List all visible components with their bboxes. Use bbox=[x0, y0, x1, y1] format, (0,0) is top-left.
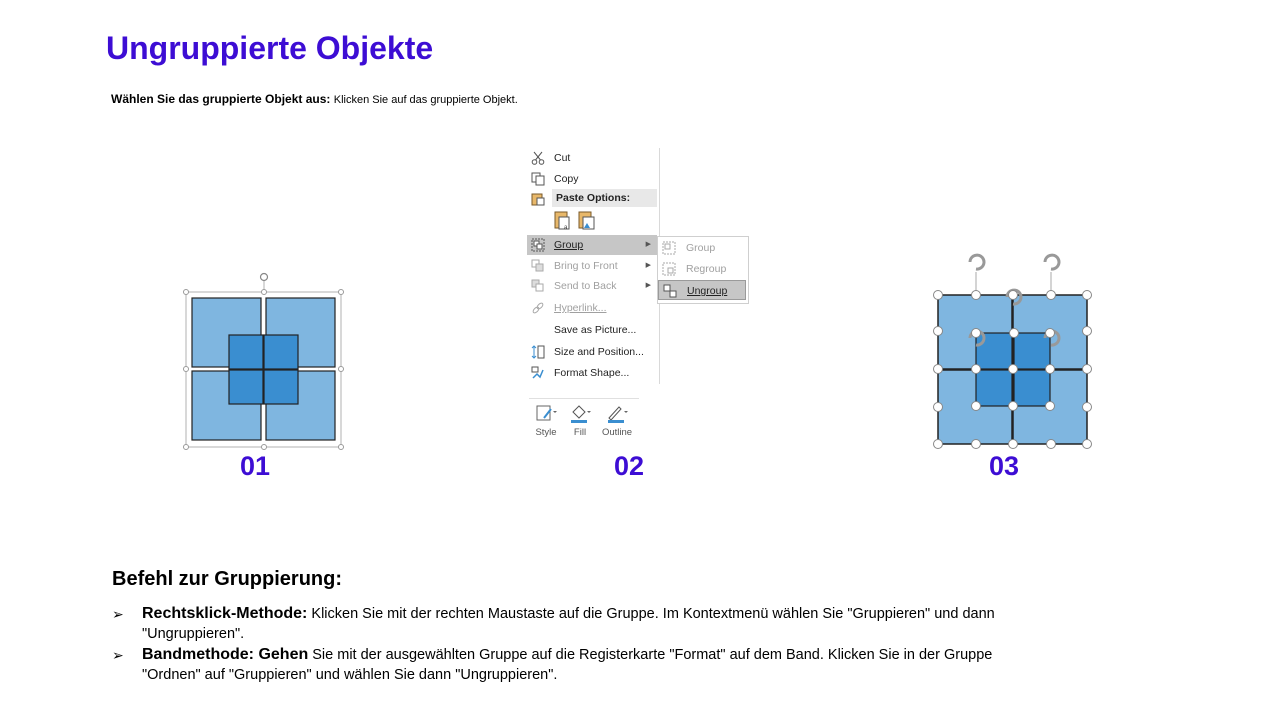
context-menu bbox=[527, 148, 660, 384]
svg-text:a: a bbox=[564, 225, 568, 231]
shape-style-icon bbox=[534, 403, 558, 425]
clipboard-icon bbox=[531, 192, 545, 206]
format-shape-icon bbox=[531, 366, 545, 380]
submenu-item-ungroup[interactable] bbox=[658, 280, 746, 300]
step-number-1: 01 bbox=[240, 451, 271, 481]
mini-toolbar bbox=[529, 398, 639, 444]
submenu-item-regroup[interactable] bbox=[658, 259, 746, 279]
menu-item-format-shape-label: Format Shape... bbox=[554, 367, 630, 379]
copy-icon bbox=[531, 172, 545, 186]
pen-outline-icon bbox=[605, 403, 629, 425]
menu-item-send-to-back[interactable] bbox=[527, 276, 657, 296]
menu-item-size-and-position-label: Size and Position... bbox=[554, 346, 644, 358]
menu-item-bring-to-front[interactable] bbox=[527, 256, 657, 276]
group-icon bbox=[662, 241, 676, 255]
arrow-bullet-icon: ➢ bbox=[112, 647, 124, 663]
menu-item-copy[interactable] bbox=[527, 169, 657, 189]
menu-item-save-as-picture[interactable] bbox=[527, 320, 657, 340]
slide-subtitle bbox=[111, 92, 518, 106]
paint-bucket-icon bbox=[568, 403, 592, 425]
style-label: Style bbox=[535, 427, 557, 438]
outline-label: Outline bbox=[601, 427, 633, 438]
submenu-item-ungroup-label: Ungroup bbox=[687, 285, 728, 297]
submenu-arrow-icon: ▶ bbox=[645, 262, 651, 269]
submenu-item-group-label: Group bbox=[686, 242, 716, 254]
submenu-item-regroup-label: Regroup bbox=[686, 263, 727, 275]
rotate-handle-icon bbox=[261, 274, 268, 281]
step-number-3: 03 bbox=[989, 451, 1020, 481]
outline-button[interactable] bbox=[599, 403, 635, 438]
ungroup-icon bbox=[663, 284, 677, 298]
subtitle-rest: Klicken Sie auf das gruppierte Objekt. bbox=[333, 94, 518, 106]
bullet-ribbon-body: Sie mit der ausgewählten Gruppe auf die Registerkarte "Format" auf dem Band. Klicken Sie in der Gruppe "Ordnen" auf "Gruppieren" und wählen Sie dann "Ungruppieren". bbox=[142, 647, 993, 683]
slide-title: Ungruppierte Objekte bbox=[106, 30, 434, 66]
subtitle-bold: Wählen Sie das gruppierte Objekt aus: bbox=[111, 92, 331, 106]
paste-option-buttons bbox=[553, 210, 599, 235]
paste-picture-icon[interactable] bbox=[579, 212, 594, 229]
submenu-arrow-icon: ▶ bbox=[645, 241, 651, 248]
menu-item-bring-to-front-label: Bring to Front bbox=[554, 260, 618, 272]
submenu-arrow-icon: ▶ bbox=[645, 282, 651, 289]
bring-to-front-icon bbox=[531, 259, 545, 273]
step-number-2: 02 bbox=[614, 451, 645, 481]
paste-keep-formatting-icon[interactable] bbox=[555, 212, 569, 231]
size-position-icon bbox=[531, 345, 545, 359]
ungrouped-objects-figure[interactable] bbox=[930, 248, 1096, 454]
grouped-object-figure[interactable] bbox=[180, 270, 350, 452]
menu-item-hyperlink[interactable] bbox=[527, 298, 657, 318]
section-heading: Befehl zur Gruppierung: bbox=[112, 568, 342, 590]
grouped-shapes-graphic[interactable] bbox=[180, 270, 350, 452]
link-icon bbox=[531, 301, 545, 315]
fill-label: Fill bbox=[573, 427, 587, 438]
bullet-right-click-body: Klicken Sie mit der rechten Maustaste auf die Gruppe. Im Kontextmenü wählen Sie "Gruppieren" und dann "Ungruppieren". bbox=[142, 606, 995, 642]
menu-item-group-label: Group bbox=[554, 239, 584, 251]
menu-item-format-shape[interactable] bbox=[527, 363, 657, 383]
bullet-right-click-bold: Rechtsklick-Methode: bbox=[142, 605, 308, 622]
fill-button[interactable] bbox=[567, 403, 593, 438]
menu-item-save-as-picture-label: Save as Picture... bbox=[554, 324, 637, 336]
paste-options-header: Paste Options: bbox=[552, 189, 657, 207]
bullet-ribbon-text bbox=[142, 645, 1002, 685]
menu-item-send-to-back-label: Send to Back bbox=[554, 280, 617, 292]
scissors-icon bbox=[531, 151, 545, 165]
group-submenu bbox=[657, 236, 749, 304]
arrow-bullet-icon: ➢ bbox=[112, 606, 124, 622]
send-to-back-icon bbox=[531, 279, 545, 293]
menu-item-copy-label: Copy bbox=[554, 173, 579, 185]
submenu-item-group[interactable] bbox=[658, 238, 746, 258]
ungrouped-shapes-graphic[interactable] bbox=[930, 248, 1096, 454]
menu-item-size-and-position[interactable] bbox=[527, 342, 657, 362]
style-button[interactable] bbox=[533, 403, 559, 438]
regroup-icon bbox=[662, 262, 676, 276]
bullet-right-click-text bbox=[142, 604, 1002, 644]
menu-item-hyperlink-label: Hyperlink... bbox=[554, 302, 607, 314]
menu-item-cut[interactable] bbox=[527, 148, 657, 168]
group-icon bbox=[531, 238, 545, 252]
bullet-ribbon-bold: Bandmethode: Gehen bbox=[142, 646, 309, 663]
menu-item-cut-label: Cut bbox=[554, 152, 571, 164]
menu-item-group[interactable] bbox=[527, 235, 657, 255]
